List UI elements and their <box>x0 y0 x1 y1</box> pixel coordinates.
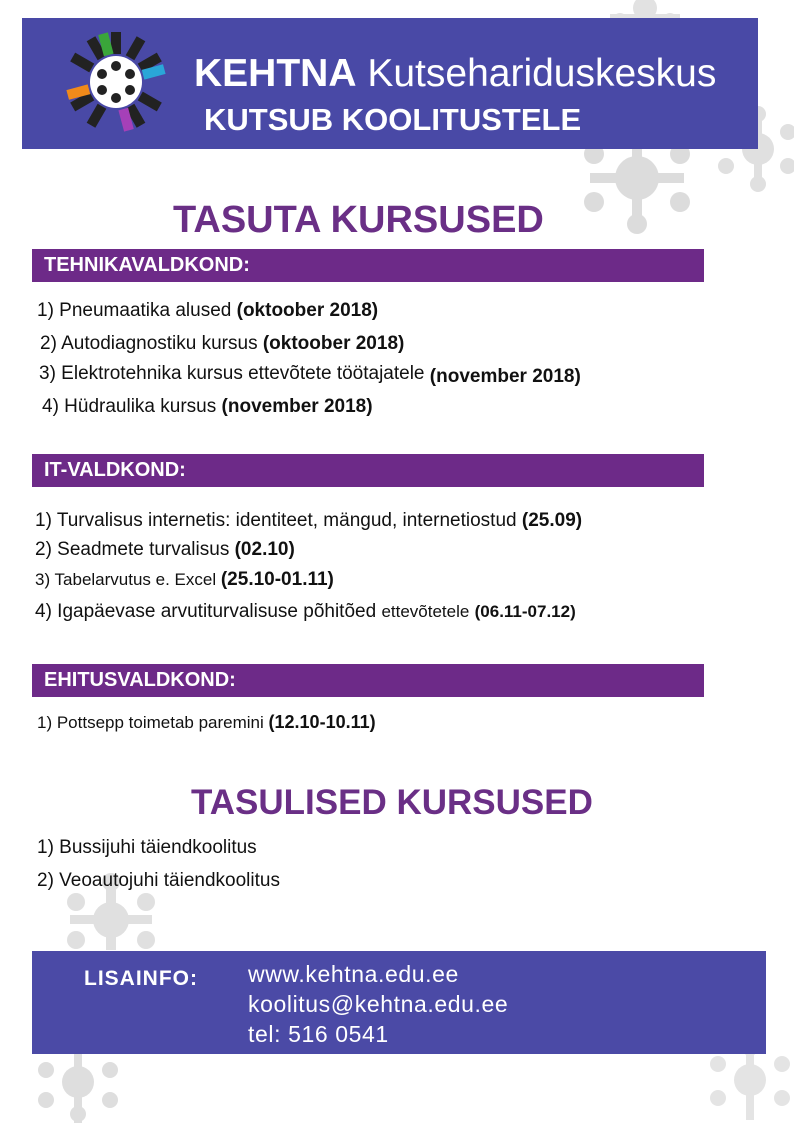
list-item: 2) Autodiagnostiku kursus (oktoober 2018) <box>40 333 405 354</box>
list-item: 1) Turvalisus internetis: identiteet, mängud, internetiostud (25.09) <box>35 510 583 531</box>
brand-rest: Kutsehariduskeskus <box>367 52 717 95</box>
brand-name <box>194 52 716 96</box>
free-courses-title: TASUTA KURSUSED <box>173 199 544 241</box>
category-bar-tech: TEHNIKAVALDKOND: <box>32 249 704 282</box>
list-item: 4) Igapäevase arvutiturvalisuse põhitõed ettevõtetele (06.11-07.12) <box>35 601 576 622</box>
invite-heading: KUTSUB KOOLITUSTELE <box>204 102 582 137</box>
website-link[interactable]: www.kehtna.edu.ee <box>248 961 459 987</box>
contact-label: LISAINFO: <box>84 967 198 990</box>
contact-footer <box>32 951 766 1054</box>
list-item: 1) Bussijuhi täiendkoolitus <box>37 837 257 858</box>
email-link[interactable]: koolitus@kehtna.edu.ee <box>248 991 509 1017</box>
list-item: 2) Seadmete turvalisus (02.10) <box>35 539 295 560</box>
brand-bold: KEHTNA <box>194 52 357 95</box>
list-item: 4) Hüdraulika kursus (november 2018) <box>42 396 373 417</box>
list-item: 3) Tabelarvutus e. Excel (25.10-01.11) <box>35 569 334 590</box>
category-bar-it: IT-VALDKOND: <box>32 454 704 487</box>
list-item: 2) Veoautojuhi täiendkoolitus <box>37 870 280 891</box>
header-banner <box>22 18 758 149</box>
list-item: 3) Elektrotehnika kursus ettevõtete töötajatele (november 2018) <box>39 363 581 387</box>
list-item: 1) Pneumaatika alused (oktoober 2018) <box>37 300 379 321</box>
snowflake-icon <box>30 1052 130 1123</box>
people-circle-logo-icon <box>64 30 168 134</box>
phone-number: tel: 516 0541 <box>248 1021 389 1047</box>
paid-courses-title: TASULISED KURSUSED <box>191 783 593 822</box>
category-bar-build: EHITUSVALDKOND: <box>32 664 704 697</box>
list-item: 1) Pottsepp toimetab paremini (12.10-10.11) <box>37 712 376 732</box>
